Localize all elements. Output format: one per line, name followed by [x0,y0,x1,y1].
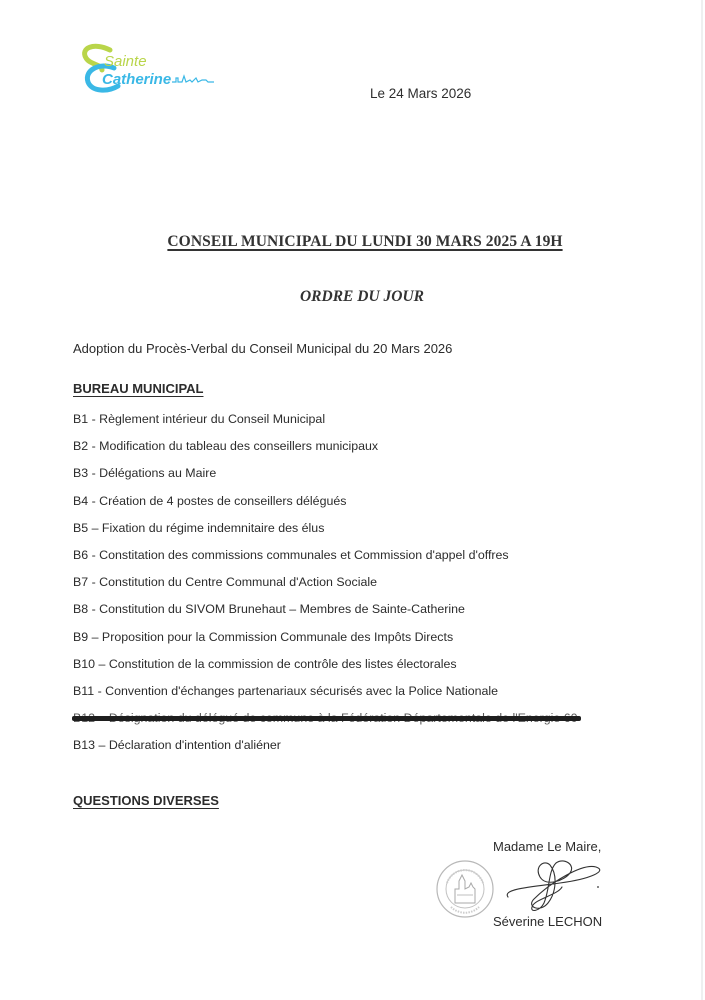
agenda-item: B3 - Délégations au Maire [73,466,217,481]
page-edge-line [701,0,703,1000]
official-seal-stamp [435,859,495,919]
agenda-item-struck [73,710,578,737]
section-heading-questions: QUESTIONS DIVERSES [73,793,219,808]
agenda-item: B10 – Constitution de la commission de contrôle des listes électorales [73,656,457,671]
handwritten-signature [500,853,610,917]
agenda-item: B7 - Constitution du Centre Communal d'Action Sociale [73,575,378,590]
agenda-item: B6 - Constitation des commissions communales et Commission d'appel d'offres [73,547,509,562]
agenda-item: B13 – Déclaration d'intention d'aliéner [73,738,281,753]
document-title-text: CONSEIL MUNICIPAL DU LUNDI 30 MARS 2025 A 19H [167,233,563,250]
document-title [0,233,705,251]
agenda-item: B2 - Modification du tableau des conseillers municipaux [73,439,379,454]
agenda-item: B8 - Constitution du SIVOM Brunehaut – Membres de Sainte-Catherine [73,602,465,617]
agenda-item: B9 – Proposition pour la Commission Communale des Impôts Directs [73,629,454,644]
adoption-line: Adoption du Procès-Verbal du Conseil Municipal du 20 Mars 2026 [73,341,453,356]
logo-line2: Catherine [102,71,172,88]
agenda-item: B5 – Fixation du régime indemnitaire des élus [73,520,325,535]
document-date: Le 24 Mars 2026 [370,86,472,101]
signature-title: Madame Le Maire, [493,839,602,854]
agenda-list [73,411,578,764]
section-heading-bureau: BUREAU MUNICIPAL [73,381,204,396]
strikethrough-mark [72,716,581,721]
document-subtitle-text: ORDRE DU JOUR [299,288,424,305]
document-subtitle [0,288,705,306]
logo-line1: Sainte [104,53,147,70]
agenda-item: B4 - Création de 4 postes de conseillers délégués [73,493,347,508]
agenda-item: B1 - Règlement intérieur du Conseil Municipal [73,412,326,426]
agenda-item: B11 - Convention d'échanges partenariaux sécurisés avec la Police Nationale [73,683,499,698]
signatory-name: Séverine LECHON [493,914,603,929]
town-logo [72,40,222,100]
